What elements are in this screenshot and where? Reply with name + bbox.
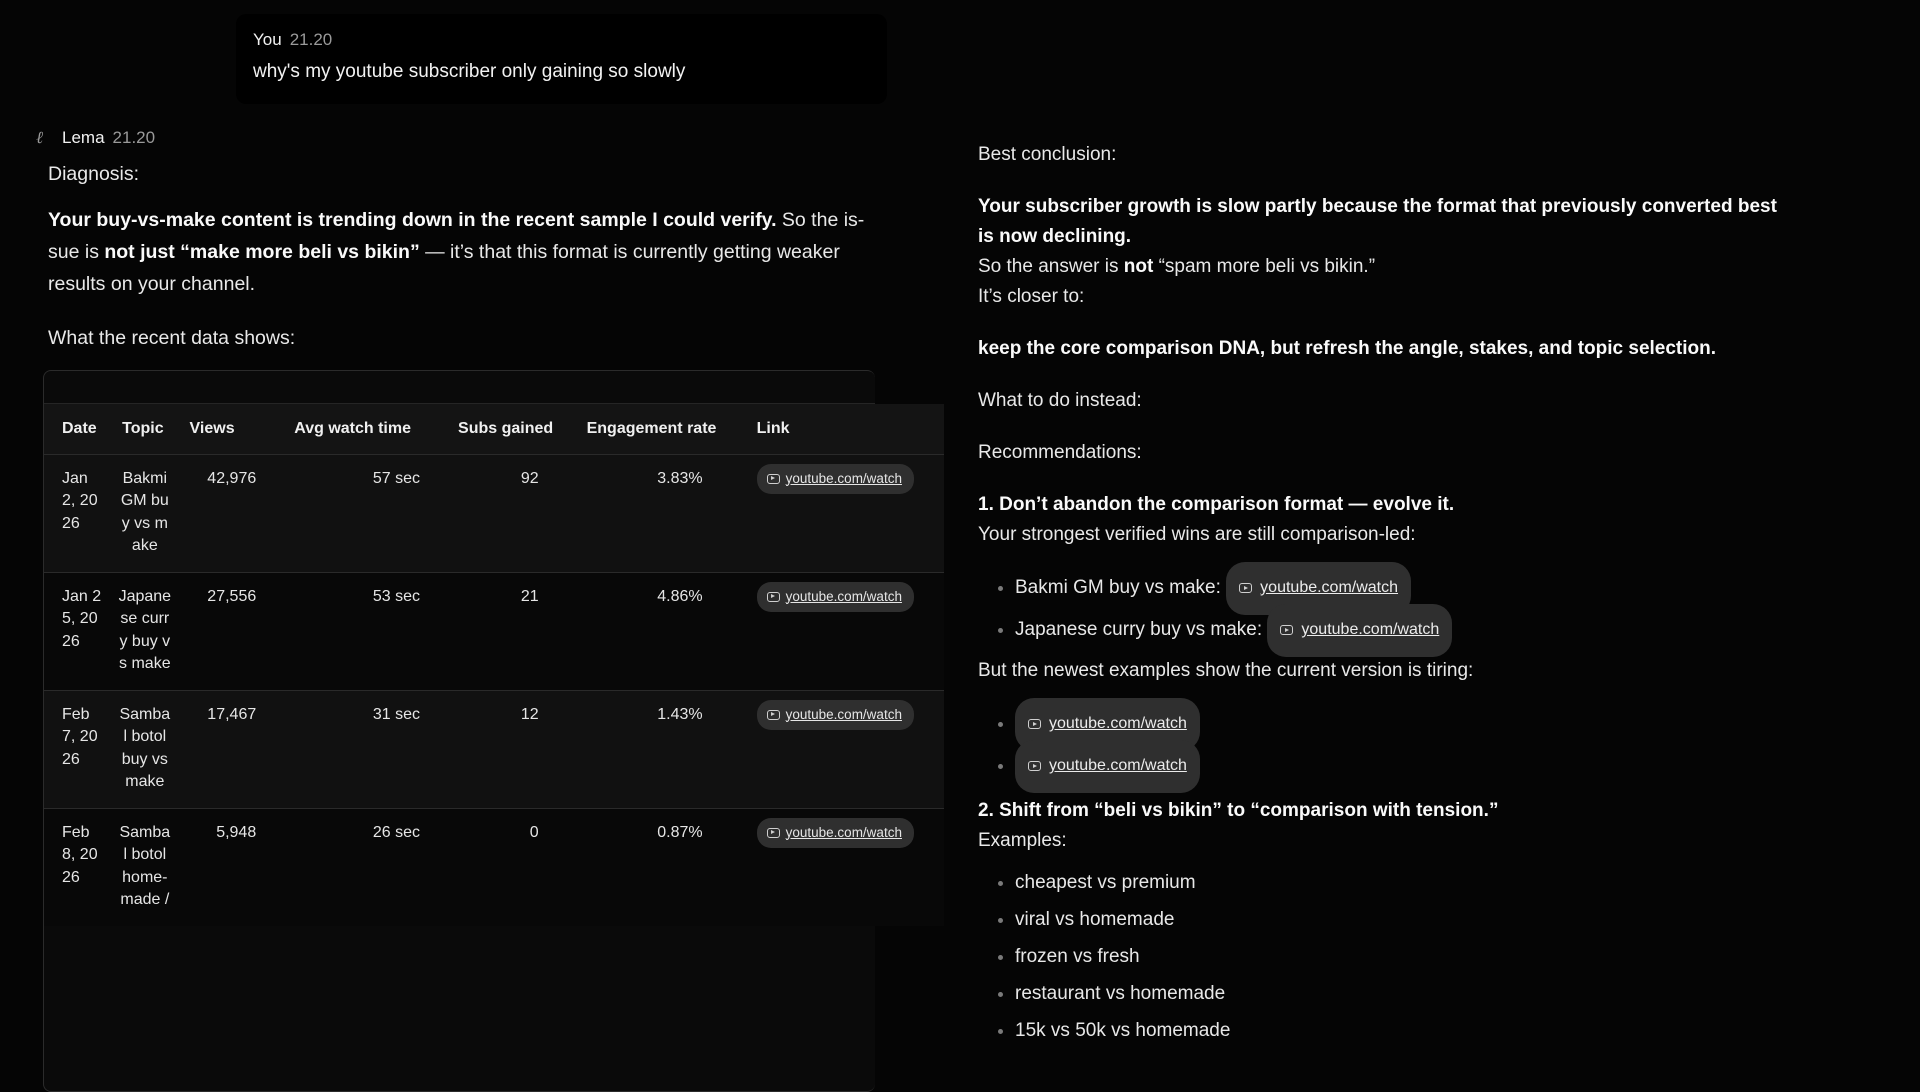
cell-topic: Japanese curry buy vs make (118, 587, 172, 672)
assistant-response-right (978, 140, 1778, 1049)
table-header-row (44, 404, 944, 454)
newest-links-list (978, 698, 1778, 782)
cell-topic: Sambal botol home-made / (119, 823, 171, 908)
list-item: • 15k vs 50k vs homemade (1015, 1012, 1778, 1049)
video-link-text: youtube.com/watch (1260, 579, 1399, 596)
table-row (44, 454, 944, 572)
cell-subs: 0 (529, 823, 539, 841)
wins-list (978, 562, 1778, 646)
list-item: • frozen vs fresh (1015, 938, 1778, 975)
video-link-chip[interactable] (1015, 740, 1200, 793)
video-icon (1028, 719, 1041, 729)
cell-engagement: 4.86% (657, 587, 703, 605)
video-stats-table (44, 404, 944, 926)
list-item (1015, 740, 1778, 782)
cell-engagement: 3.83% (657, 469, 703, 487)
cell-subs: 92 (520, 469, 539, 487)
answer-post: “spam more beli vs bikin.” (1153, 256, 1376, 277)
newest-text: But the newest examples show the current version is tiring: (978, 660, 1474, 681)
video-link-text: • youtube.com/watch (1049, 757, 1187, 774)
video-link-chip[interactable] (757, 464, 914, 495)
user-message-text: why's my youtube subscriber only gaining so slowly (253, 61, 686, 82)
header-link: Link (756, 419, 790, 437)
list-item (1015, 604, 1778, 646)
cell-avg-watch: 26 sec (372, 823, 421, 841)
rec2-title-bold: 2. Shift from “beli vs bikin” to “comparison with tension.” (978, 800, 1499, 821)
cell-subs: 21 (520, 587, 539, 605)
video-link-text: youtube.com/watch (785, 588, 902, 604)
list-item: • cheapest vs premium (1015, 864, 1778, 901)
win-label: Bakmi GM buy vs make: (1015, 577, 1221, 598)
cell-avg-watch: 57 sec (372, 469, 421, 487)
recommendations-heading: Recommendations: (978, 442, 1142, 463)
cell-avg-watch: 53 sec (372, 587, 421, 605)
user-message-meta (253, 30, 870, 50)
video-link-chip[interactable] (1267, 604, 1452, 657)
cell-date: Feb 7, 2026 (62, 705, 98, 768)
cell-topic: Sambal botol buy vs make (119, 705, 171, 790)
assistant-logo-icon: ℓ (36, 128, 44, 148)
user-message-time: 21.20 (289, 30, 333, 49)
what-to-do-heading: What to do instead: (978, 390, 1142, 411)
video-link-chip[interactable] (757, 582, 914, 613)
table-row (44, 808, 944, 926)
cell-engagement: 1.43% (657, 705, 703, 723)
list-item (1015, 698, 1778, 740)
video-link-chip[interactable] (757, 818, 914, 849)
video-icon (1280, 625, 1293, 635)
diagnosis-text-1: So the is-sue is (48, 209, 865, 263)
assistant-message-meta (36, 128, 155, 148)
rec1-text: Your strongest verified wins are still comparison-led: (978, 524, 1416, 545)
assistant-response-left (48, 158, 878, 368)
header-date: Date (62, 419, 97, 437)
best-conclusion-heading: Best conclusion: (978, 144, 1117, 165)
video-link-text: • youtube.com/watch (1049, 715, 1187, 732)
video-icon (767, 592, 780, 602)
table-row (44, 572, 944, 690)
table-row (44, 690, 944, 808)
rec1-title (978, 490, 1778, 520)
win-label: Japanese curry buy vs make: (1015, 619, 1263, 640)
cell-views: 42,976 (207, 469, 257, 487)
video-icon (767, 710, 780, 720)
assistant-message-time: 21.20 (112, 128, 156, 147)
header-views: Views (189, 419, 235, 437)
examples-list (978, 864, 1778, 1049)
header-engagement: Engagement rate (586, 419, 717, 437)
conclusion-bold: Your subscriber growth is slow partly because the format that previously converted best is now declining. (978, 196, 1777, 247)
list-item: • viral vs homemade (1015, 901, 1778, 938)
cell-views: 5,948 (216, 823, 257, 841)
video-link-text: youtube.com/watch (785, 824, 902, 840)
cell-link (739, 572, 944, 690)
cell-engagement: 0.87% (657, 823, 703, 841)
answer-pre: So the answer is (978, 256, 1124, 277)
assistant-name: Lema (62, 128, 105, 147)
diagnosis-bold-2: not just “make more beli vs bikin” (104, 241, 420, 263)
diagnosis-text-2: — it’s that this format is currently getting weaker results on your channel. (48, 241, 840, 295)
video-link-chip[interactable] (757, 700, 914, 731)
header-subs: Subs gained (458, 419, 554, 437)
diagnosis-heading: Diagnosis: (48, 163, 140, 185)
video-link-text: youtube.com/watch (785, 706, 902, 722)
header-topic: Topic (122, 419, 164, 437)
answer-text (978, 252, 1778, 282)
video-link-text: youtube.com/watch (785, 470, 902, 486)
user-message-bubble (236, 14, 887, 104)
video-stats-table-container[interactable] (43, 370, 902, 1092)
rec1-title-bold: 1. Don’t abandon the comparison format — evolve it. (978, 494, 1455, 515)
cell-link (739, 690, 944, 808)
cell-date: Feb 8, 2026 (62, 823, 98, 886)
diagnosis-paragraph (48, 204, 878, 300)
answer-bold: not (1123, 256, 1154, 277)
cell-topic: Bakmi GM buy vs make (120, 469, 169, 554)
core-bold: keep the core comparison DNA, but refresh the angle, stakes, and topic selection. (978, 338, 1717, 359)
cell-subs: 12 (520, 705, 539, 723)
video-icon (767, 474, 780, 484)
conclusion-text (978, 192, 1778, 252)
user-name: You (253, 30, 282, 49)
list-item: • restaurant vs homemade (1015, 975, 1778, 1012)
video-link-text: youtube.com/watch (1301, 621, 1440, 638)
video-icon (767, 828, 780, 838)
closer-text: It’s closer to: (978, 286, 1085, 307)
cell-date: Jan 25, 2026 (62, 587, 102, 650)
list-item (1015, 562, 1778, 604)
cell-avg-watch: 31 sec (372, 705, 421, 723)
video-icon (1239, 583, 1252, 593)
rec2-title (978, 796, 1778, 826)
cell-views: 17,467 (207, 705, 257, 723)
cell-views: 27,556 (207, 587, 257, 605)
cell-link (739, 454, 944, 572)
header-avg-watch: Avg watch time (294, 419, 411, 437)
cell-date: Jan 2, 2026 (62, 469, 98, 532)
core-text (978, 334, 1778, 364)
cell-link (739, 808, 944, 926)
data-heading: What the recent data shows: (48, 327, 296, 349)
table-toolbar (44, 371, 875, 404)
diagnosis-bold: Your buy-vs-make content is trending down in the recent sample I could verify. (48, 209, 777, 231)
video-icon (1028, 761, 1041, 771)
examples-label: Examples: (978, 830, 1067, 851)
